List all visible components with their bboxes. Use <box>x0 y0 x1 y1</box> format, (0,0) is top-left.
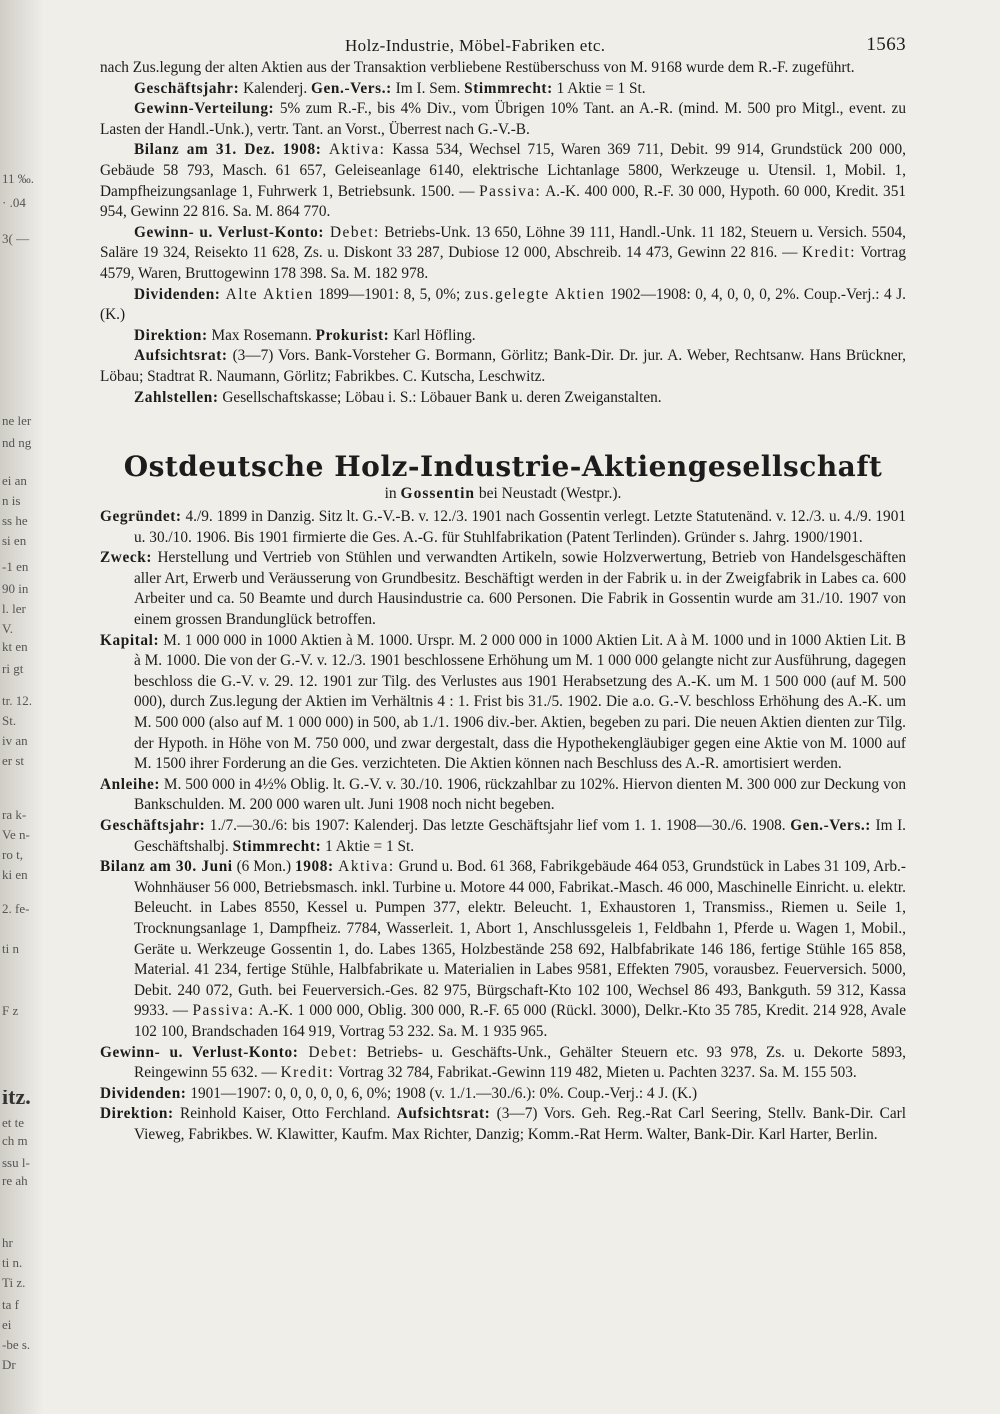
label-assets-2: Aktiva: <box>333 858 395 876</box>
text-management-2: Reinhold Kaiser, Otto Ferchland. <box>173 1105 397 1123</box>
gutter-fragment: et te <box>2 1116 25 1130</box>
gutter-fragment: 11 ‰. <box>2 172 35 186</box>
gutter-fragment: ti n <box>2 942 19 956</box>
label-supervisory-board-2: Aufsichtsrat: <box>396 1105 491 1123</box>
gutter-fragment: ti n. <box>2 1256 23 1270</box>
label-balance-year: 1908: <box>295 858 334 876</box>
text-founded: 4./9. 1899 in Danzig. Sitz lt. G.-V.-B. v. 12./3. 1901 nach Gossentin verlegt. Letzte Statutenänd. v. 12./3. u. 4./9. 1901 u. 30./10. 1906. Bis 1901 firmierte die Ges. A.-G. für Stuhlfabrikation (Patent Terlinden). Gründer s. Jahrg. 1900/1901. <box>134 508 906 546</box>
location-prefix: in <box>384 485 401 503</box>
company-location <box>100 485 906 503</box>
gutter-fragment: nd ng <box>2 436 32 450</box>
label-loan: Anleihe: <box>100 775 161 793</box>
text-assets-2: Grund u. Bod. 61 368, Fabrikgebäude 464 053, Grundstück in Labes 31 109, Arb.-Wohnhäuser 56 000, Betriebsmasch. inkl. Turbine u. Motore 44 000, Fabrikat.-Masch. 46 000, Maschinelle Einricht. u. elektr. Beleucht. in Labes 8550, Kessel u. Pumpen 377, elektr. Beleucht. 1, Exhaustoren 1, Transmiss., Riemen u. Seile 1, Trocknungsanlage 1, Dampfheiz. 7784, Wasserleit. 1, Abort 1, Anschlussgeleis 1, Feldbahn 1, Pferde u. Wagen 1, Mobil., Geräte u. Werkzeuge Gossentin 1, do. Labes 1365, Holzbestände 258 692, Halbfabrikate 146 186, fertige Stühle 165 858, Material. 41 234, fertige Stühle, Halbfabrikate u. Materialien in Labes 9581, Effekten 7905, vorausbez. Feuerversich. 5000, Debit. 240 072, Guth. bei Feuerversich.-Ges. 82 975, Bürgschaft-Kto 102 100, Wechsel 86 493, Bankguth. 59 312, Kassa 9933. — <box>134 858 906 1020</box>
label-supervisory-board: Aufsichtsrat: <box>134 347 228 365</box>
gutter-fragment: ei <box>2 1318 12 1332</box>
label-general-meeting: Gen.-Vers.: <box>311 79 392 97</box>
label-fiscal-year-2: Geschäftsjahr: <box>100 817 206 834</box>
gutter-fragment: l. ler <box>2 602 26 616</box>
text-management: Max Rosemann. <box>207 326 316 344</box>
gutter-fragment: hr <box>2 1236 13 1250</box>
text-loan: M. 500 000 in 4½% Oblig. lt. G.-V. v. 30./10. 1906, rückzahlbar zu 102%. Hiervon dienten M. 300 000 zur Deckung von Bankschulden. M. 200 000 waren ult. Juni 1908 noch nicht begeben. <box>134 775 906 814</box>
gutter-fragment: ssu l- <box>2 1156 30 1170</box>
text-supervisory-board: (3—7) Vors. Bank-Vorsteher G. Bormann, Görlitz; Bank-Dir. Dr. jur. A. Weber, Rechtsanw. Hans Brückner, Löbau; Stadtrat R. Naumann, Görlitz; Fabrikbes. C. Kutscha, Leschwitz. <box>100 347 906 385</box>
text-supervisory-board-2: (3—7) Vors. Geh. Reg.-Rat Carl Seering, Stellv. Bank-Dir. Carl Vieweg, Fabrikbes. W. Klawitter, Kaufm. Max Richter, Danzig; Komm.-Rat Herm. Walter, Bank-Dir. Karl Harter, Berlin. <box>134 1105 906 1143</box>
label-management-2: Direktion: <box>100 1105 174 1123</box>
gutter-fragment: tr. 12. <box>2 694 32 708</box>
label-profit-loss-2: Gewinn- u. Verlust-Konto: <box>100 1043 299 1061</box>
gutter-fragment: -be s. <box>2 1338 31 1352</box>
gutter-fragment: n is <box>2 494 21 508</box>
text-assets: Kassa 534, Wechsel 715, Waren 369 711, Debit. 99 914, Grundstück 200 000, Gebäude 58 793, Masch. 61 657, Geleiseanlage 6140, elektrische Lichtanlage 5800, Werkzeuge u. Utensil. 1, Mobil. 1, Dampfheizungsanlage 1, Fuhrwerk 1, Betriebsunk. 1500. — <box>100 141 906 200</box>
gutter-fragment: -1 en <box>2 560 29 574</box>
text-proxy: Karl Höfling. <box>389 326 476 344</box>
label-old-shares: Alte Aktien <box>220 285 314 303</box>
gutter-fragment: itz. <box>2 1090 31 1104</box>
page <box>100 32 906 1146</box>
paragraph-paying-agents <box>100 388 906 409</box>
paragraph-loan <box>100 775 906 816</box>
gutter-fragment: Dr <box>2 1358 16 1372</box>
text-liabilities: A.-K. 400 000, R.-F. 30 000, Hypoth. 60 000, Kredit. 351 954, Gewinn 22 816. Sa. M. 864 770. <box>100 182 907 221</box>
text-paying-agents: Gesellschaftskasse; Löbau i. S.: Löbauer Bank u. deren Zweiganstalten. <box>218 388 662 406</box>
company-heading <box>100 450 906 503</box>
gutter-fragment: si en <box>2 534 27 548</box>
text-credit: Vortrag 4579, Waren, Bruttogewinn 178 398. Sa. M. 182 978. <box>100 244 906 282</box>
label-balance-sheet: Bilanz am 31. Dez. 1908: <box>134 141 322 159</box>
company-name: Ostdeutsche Holz-Industrie-Aktiengesellschaft <box>123 450 883 484</box>
text-profit-distribution: 5% zum R.-F., bis 4% Div., vom Übrigen 10% Tant. an A.-R. (mind. M. 500 pro Mitgl., event. zu Lasten der Handl.-Unk.), vertr. Tant. an Vorst., Überrest nach G.-V.-B. <box>100 100 906 138</box>
text-purpose: Herstellung und Vertrieb von Stühlen und verwandten Artikeln, sowie Holzverwertung, Betrieb von Handelsgeschäften aller Art, Erwerb und Veräusserung von Grundbesitz. Beschäftigt werden in der Fabrik u. in der Zweigfabrik in Labes ca. 600 Arbeiter und ca. 50 Beamte und durch Hausindustrie ca. 600 Personen. Die Fabrik in Gossentin wurde am 31./10. 1907 von einem grossen Brandunglück betroffen. <box>134 549 906 629</box>
text-merged-shares: 1902—1908: 0, 4, 0, 0, 0, 2%. Coup.-Verj.: 4 J. (K.) <box>100 285 907 324</box>
text-capital: M. 1 000 000 in 1000 Aktien à M. 1000. Urspr. M. 2 000 000 in 1000 Aktien Lit. A à M. 1000 und in 1000 Aktien Lit. B à M. 1000. Die von der G.-V. v. 12./3. 1901 beschlossene Erhöhung um M. 1 000 000 gelangte nicht zur Ausführung, dagegen beschloss die G.-V. v. 29. 12. 1901 zur Tilg. des Verlustes aus 1901 Herabsetzung des A.-K. um M. 1 500 000 (auf M. 500 000), durch Zus.legung der Aktien im Verhältnis 4 : 1. Frist bis 31./5. 1902. Die a.o. G.-V. beschloss Erhöhung des A.-K. um M. 500 000 (also auf M. 1 000 000) in 500, ab 1./1. 1906 div.-ber. Aktien, begeben zu pari. Die neuen Aktien dienten zur Tilg. der Hypoth. in Höhe von M. 750 000, und zwar dergestalt, dass die Hypothekengläubiger gegen eine Aktie von M. 1000 auf M. 1500 ihrer Forderung an die Ges. verzichteten. Die Aktien können nach Beschluss des A.-R. amortisiert werden. <box>134 631 906 773</box>
label-liabilities: Passiva: <box>479 182 542 200</box>
label-merged-shares: zus.gelegte Aktien <box>464 285 606 303</box>
label-management: Direktion: <box>134 326 208 344</box>
text-voting-right: 1 Aktie = 1 St. <box>552 79 646 97</box>
paragraph-surplus <box>100 58 906 79</box>
gutter-fragment: ro t, <box>2 848 23 862</box>
text-fiscal-year-2: 1./7.—30./6: bis 1907: Kalenderj. Das letzte Geschäftsjahr lief vom 1. 1. 1908—30./6. 1908. <box>205 817 791 834</box>
gutter-fragment: St. <box>2 714 17 728</box>
label-dividends-2: Dividenden: <box>100 1084 187 1102</box>
label-debit-2: Debet: <box>298 1043 359 1061</box>
label-paying-agents: Zahlstellen: <box>134 388 219 406</box>
running-head-title: Holz-Industrie, Möbel-Fabriken etc. <box>345 36 606 55</box>
label-liabilities-2: Passiva: <box>192 1002 255 1020</box>
location-place: Gossentin <box>400 485 475 503</box>
paragraph-profit-loss <box>100 223 906 285</box>
label-founded: Gegründet: <box>100 508 182 526</box>
gutter-fragment: re ah <box>2 1174 28 1188</box>
label-debit: Debet: <box>324 223 380 241</box>
label-voting-right: Stimmrecht: <box>464 79 553 97</box>
gutter-fragment: ss he <box>2 514 28 528</box>
gutter-fragment: ri gt <box>2 662 24 676</box>
text-old-shares: 1899—1901: 8, 5, 0%; <box>313 285 465 303</box>
location-suffix: bei Neustadt (Westpr.). <box>475 485 622 503</box>
paragraph-profit-loss-2 <box>100 1043 906 1084</box>
label-capital: Kapital: <box>100 631 160 649</box>
text-voting-right-2: 1 Aktie = 1 St. <box>321 837 415 855</box>
text-liabilities-2: A.-K. 1 000 000, Oblig. 300 000, R.-F. 65 000 (Rückl. 3000), Delkr.-Kto 35 785, Kredit. 214 928, Avale 102 100, Brandschaden 164 919, Vortrag 53 232. Sa. M. 1 935 965. <box>134 1002 906 1040</box>
label-proxy: Prokurist: <box>315 326 390 344</box>
gutter-fragment: 90 in <box>2 582 29 596</box>
gutter-fragment: 3( — <box>2 232 30 246</box>
text-credit-2: Vortrag 32 784, Fabrikat.-Gewinn 119 482, Mieten u. Pachten 3237. Sa. M. 155 503. <box>334 1064 857 1082</box>
text-debit-2: Betriebs- u. Geschäfts-Unk., Gehälter Steuern etc. 93 978, Zs. u. Dekorte 5893, Reingewinn 55 632. — <box>134 1043 906 1082</box>
text-general-meeting: Im I. Sem. <box>391 79 465 97</box>
company-entry <box>100 507 906 1145</box>
gutter-fragment: · .04 <box>2 196 26 210</box>
text-dividends-2: 1901—1907: 0, 0, 0, 0, 0, 6, 0%; 1908 (v. 1./1.—30./6.): 0%. Coup.-Verj.: 4 J. (K.) <box>186 1084 698 1102</box>
paragraph-balance-sheet-2 <box>100 857 906 1042</box>
label-credit-2: Kredit: <box>280 1064 335 1082</box>
label-general-meeting-2: Gen.-Vers.: <box>790 817 871 834</box>
paragraph-profit-distribution <box>100 99 906 140</box>
paragraph-fiscal-year-2 <box>100 816 906 857</box>
text-fiscal-year: Kalenderj. <box>239 79 312 97</box>
page-number: 1563 <box>866 34 906 55</box>
text-general-meeting-2: Im I. Geschäftshalbj. <box>134 817 907 855</box>
gutter-fragment: kt en <box>2 640 28 654</box>
paragraph-balance-sheet <box>100 140 906 222</box>
gutter-fragment: Ve n- <box>2 828 30 842</box>
paragraph-purpose <box>100 548 906 630</box>
gutter-fragment: ei an <box>2 474 27 488</box>
gutter-fragment: ki en <box>2 868 28 882</box>
gutter-fragment: er st <box>2 754 25 768</box>
label-voting-right-2: Stimmrecht: <box>232 837 322 855</box>
paragraph-dividends-2 <box>100 1084 906 1105</box>
gutter-fragment: ch m <box>2 1134 28 1148</box>
text-debit: Betriebs-Unk. 13 650, Löhne 39 111, Handl.-Unk. 11 182, Steuern u. Versich. 5504, Saläre 19 324, Reisekto 11 628, Zs. u. Diskont 33 287, Dubiose 12 000, Abschreib. 14 473, Gewinn 22 816. — <box>100 223 906 262</box>
label-profit-distribution: Gewinn-Verteilung: <box>134 100 275 118</box>
paragraph-dividends <box>100 285 906 326</box>
paragraph-management-2 <box>100 1104 906 1145</box>
gutter-fragment: V. <box>2 622 13 636</box>
running-head <box>100 32 906 58</box>
gutter-fragment: iv an <box>2 734 28 748</box>
gutter-fragment: Ti z. <box>2 1276 26 1290</box>
gutter-fragment: ta f <box>2 1298 19 1312</box>
previous-company-entry <box>100 58 906 408</box>
paragraph-capital <box>100 631 906 775</box>
gutter-fragment: F z <box>2 1004 19 1018</box>
label-purpose: Zweck: <box>100 549 153 567</box>
label-profit-loss: Gewinn- u. Verlust-Konto: <box>134 223 325 241</box>
paragraph-supervisory-board <box>100 346 906 387</box>
gutter-fragment: ra k- <box>2 808 27 822</box>
label-balance-sheet-2: Bilanz am 30. Juni <box>100 858 233 876</box>
paragraph-fiscal-year <box>100 79 906 100</box>
label-assets: Aktiva: <box>321 141 386 159</box>
label-dividends: Dividenden: <box>134 285 221 303</box>
gutter-fragment: ne ler <box>2 414 32 428</box>
gutter-fragment: 2. fe- <box>2 902 30 916</box>
label-fiscal-year: Geschäftsjahr: <box>134 79 240 97</box>
label-credit: Kredit: <box>802 244 856 262</box>
text-balance-period: (6 Mon.) <box>232 858 295 876</box>
paragraph-management <box>100 326 906 347</box>
paragraph-founded <box>100 507 906 548</box>
paragraph-text: nach Zus.legung der alten Aktien aus der Transaktion verbliebene Restüberschuss von M. 9168 wurde dem R.-F. zugeführt. <box>100 59 855 76</box>
